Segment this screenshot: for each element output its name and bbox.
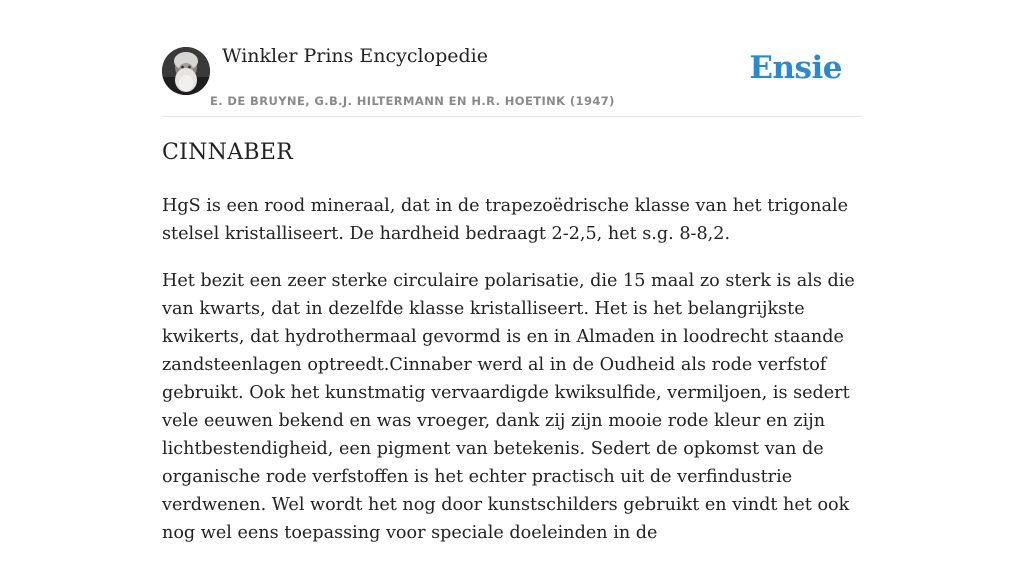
source-authors: E. DE BRUYNE, G.B.J. HILTERMANN EN H.R. HOETINK (1947) <box>210 94 615 108</box>
avatar-portrait-icon <box>162 47 210 95</box>
entry-content <box>162 192 862 566</box>
source-header <box>162 0 862 117</box>
content-paragraph: Het bezit een zeer sterke circulaire polarisatie, die 15 maal zo sterk is als die van kwarts, dat in dezelfde klasse kristalliseert. Het is het belangrijkste kwikerts, dat hydrothermaal gevormd is en in Almaden in loodrecht staande zandsteenlagen optreedt.Cinnaber werd al in de Oudheid als rode verfstof gebruikt. Ook het kunstmatig vervaardigde kwiksulfide, vermiljoen, is sedert vele eeuwen bekend en was vroeger, dank zij zijn mooie rode kleur en zijn lichtbestendigheid, een pigment van betekenis. Sedert de opkomst van de organische rode verfstoffen is het echter practisch uit de verfindustrie verdwenen. Wel wordt het nog door kunstschilders gebruikt en vindt het ook nog wel eens toepassing voor speciale doeleinden in de <box>162 271 855 543</box>
entry-title: CINNABER <box>162 140 294 165</box>
content-paragraph: HgS is een rood mineraal, dat in de trapezoëdrische klasse van het trigonale stelsel kristalliseert. De hardheid bedraagt 2-2,5, het s.g. 8-8,2. <box>162 196 849 244</box>
brand-logo-link[interactable]: Ensie <box>749 50 842 86</box>
page <box>162 0 862 543</box>
source-title[interactable]: Winkler Prins Encyclopedie <box>222 45 488 67</box>
author-avatar[interactable] <box>162 47 210 95</box>
